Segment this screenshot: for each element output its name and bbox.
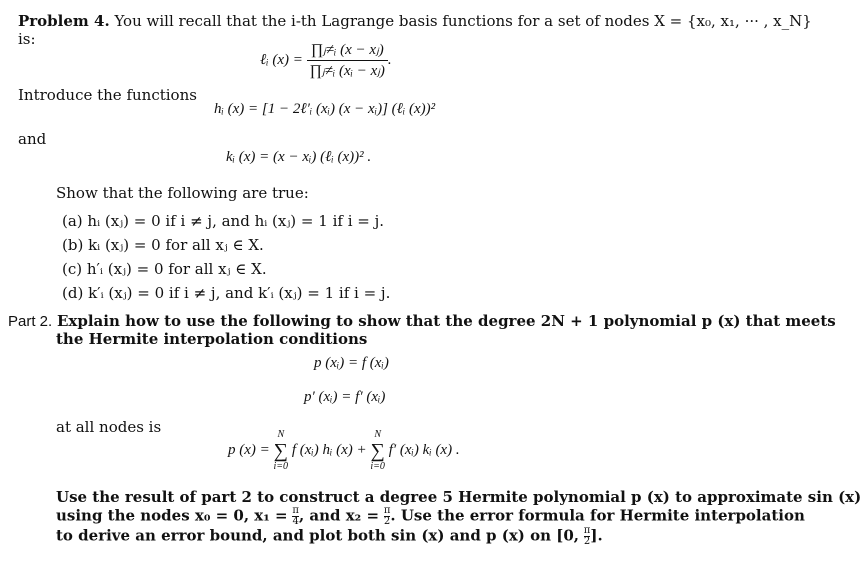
part2-label: Part 2. [8,313,53,330]
part2-text-2: the Hermite interpolation conditions [56,330,368,348]
item-b: (b) kᵢ (xⱼ) = 0 for all xⱼ ∈ X. [62,236,264,254]
part2-line2 [56,330,367,348]
pi-num-1: π [292,505,299,516]
problem-intro-is: is: [18,30,36,48]
sum-symbol-2: N ∑ i=0 [370,428,385,472]
part3-text-2b: , and x₂ = [298,506,380,525]
den-2: 2 [383,516,391,527]
lagrange-denominator: ∏ⱼ≠ᵢ (xᵢ − xⱼ) [309,63,385,80]
sum-upper-1: N [277,428,285,440]
lagrange-lhs: ℓᵢ (x) = [260,52,303,68]
part2-text: Explain how to use the following to show that the degree 2N + 1 polynomial p (x) that meets [56,312,836,330]
part3-line1 [56,488,861,506]
den-2b: 2 [583,536,591,547]
hermite-lhs: p (x) = [228,442,270,458]
h-formula: hᵢ (x) = [1 − 2ℓ′ᵢ (xᵢ) (x − xᵢ)] (ℓᵢ (x))² [214,101,436,117]
problem-intro-text: You will recall that the i-th Lagrange basis functions for a set of nodes X = {x₀, x₁, ··· , x_N} [114,12,812,30]
and-text: and [18,130,47,148]
item-a: (a) hᵢ (xⱼ) = 0 if i ≠ j, and hᵢ (xⱼ) = 1 if i = j. [62,212,385,230]
condition-2: p′ (xᵢ) = f′ (xᵢ) [304,389,386,405]
lagrange-numerator: ∏ⱼ≠ᵢ (x − xⱼ) [307,40,388,61]
problem-intro-line [18,12,812,30]
part3-text-3b: ]. [590,526,603,545]
lagrange-fraction [307,40,388,81]
item-d: (d) k′ᵢ (xⱼ) = 0 if i ≠ j, and k′ᵢ (xⱼ) = 1 if i = j. [62,284,391,302]
part2-line1 [8,312,836,331]
k-formula: kᵢ (x) = (x − xᵢ) (ℓᵢ (x))² . [226,149,372,165]
pi-over-4 [292,506,299,527]
hermite-term-2: f′ (xᵢ) kᵢ (x) . [388,442,460,458]
pi-num-3: π [583,525,591,536]
den-4: 4 [292,516,299,527]
sum-symbol-1: N ∑ i=0 [273,428,289,472]
hermite-term-1: f (xᵢ) hᵢ (x) + [291,442,367,458]
problem-title: Problem 4. [18,12,110,30]
part3-text-2a: using the nodes x₀ = 0, x₁ = [56,506,288,525]
part3-text-2c: . Use the error formula for Hermite interpolation [390,506,805,525]
item-c: (c) h′ᵢ (xⱼ) = 0 for all xⱼ ∈ X. [62,260,267,278]
condition-1: p (xᵢ) = f (xᵢ) [314,355,389,371]
part3-text-1: Use the result of part 2 to construct a degree 5 Hermite polynomial p (x) to approximate sin (x) [56,488,861,506]
at-all-nodes: at all nodes is [56,418,162,436]
sum-lower-1: i=0 [273,460,289,472]
sum-upper-2: N [374,428,381,440]
pi-num-2: π [383,505,391,516]
hermite-formula [228,428,460,473]
part3-line2 [56,506,805,527]
part3-text-3a: to derive an error bound, and plot both sin (x) and p (x) on [0, [56,526,579,545]
lagrange-formula: ℓᵢ (x) = $\frac{\text{∏ⱼ≠ᵢ (x − xⱼ)}}{\text{∏ⱼ≠ᵢ (xᵢ − xⱼ)}}$ . [260,42,392,80]
show-text: Show that the following are true: [56,184,309,202]
introduce-text: Introduce the functions [18,86,197,104]
part3-line3 [56,526,603,547]
sum-lower-2: i=0 [370,460,385,472]
